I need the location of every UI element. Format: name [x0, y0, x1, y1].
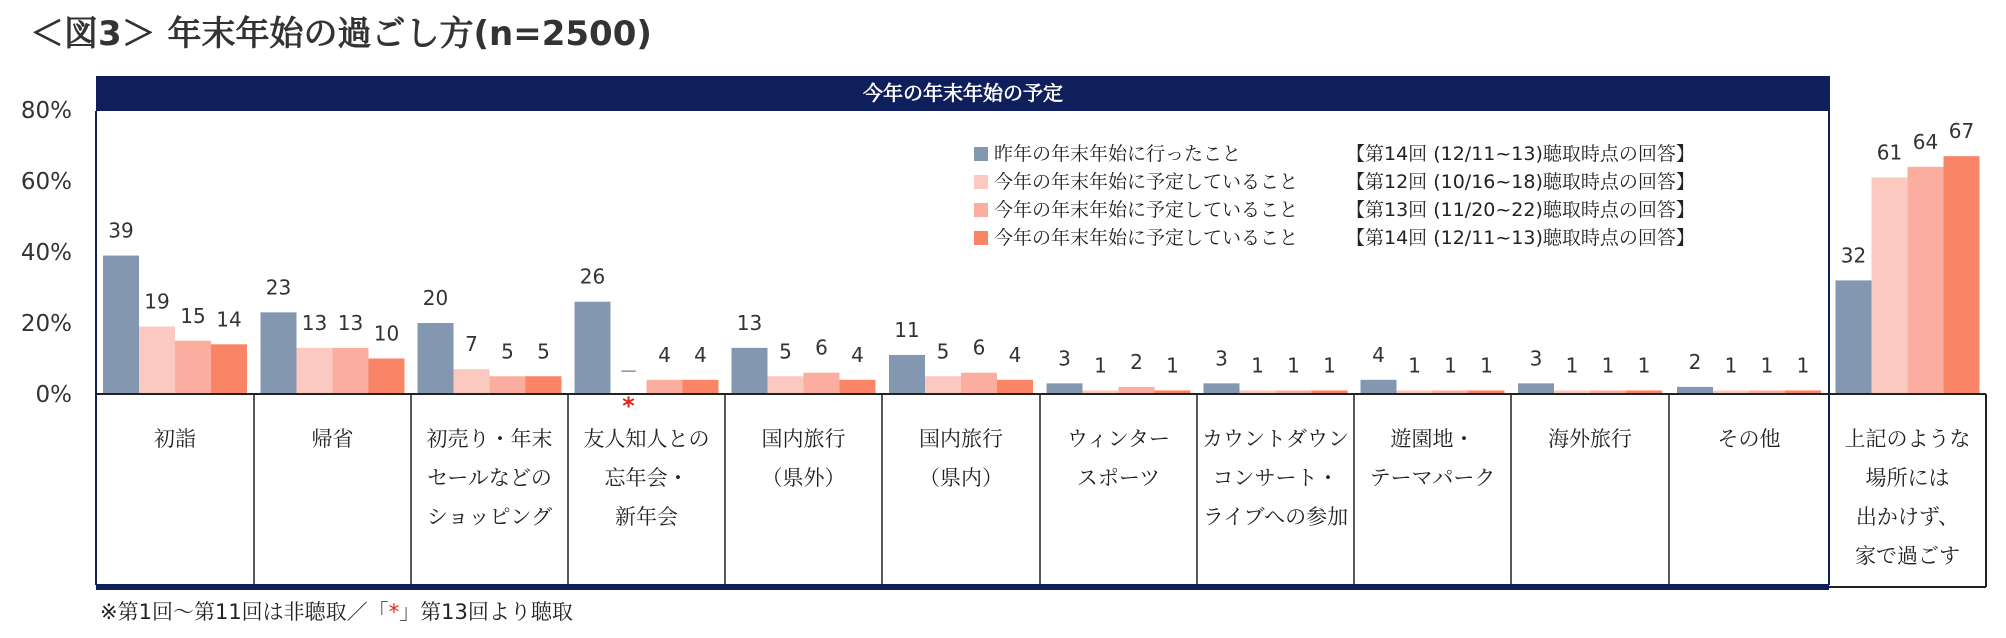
category-label-line: （県内） — [919, 466, 1003, 490]
data-label: 19 — [144, 289, 170, 314]
data-label: 3 — [1529, 346, 1543, 371]
data-label: 23 — [265, 275, 292, 300]
bar — [1872, 177, 1908, 394]
data-label: 10 — [373, 321, 400, 346]
data-label: 4 — [1008, 342, 1022, 367]
data-label: 1 — [1444, 353, 1457, 378]
bar — [261, 312, 297, 394]
data-label: 61 — [1876, 140, 1903, 165]
data-label: 26 — [579, 264, 606, 289]
data-label: 7 — [465, 332, 478, 357]
y-tick-label: 0% — [35, 382, 72, 408]
legend-series-name: 今年の年末年始に予定していること — [994, 227, 1299, 249]
page-title: ＜図3＞ 年末年始の過ごし方(n=2500) — [30, 14, 652, 54]
bar — [1908, 167, 1944, 394]
bar — [683, 380, 719, 394]
data-label: 1 — [1565, 353, 1579, 378]
category-label-line: 忘年会・ — [604, 466, 689, 490]
data-label: 2 — [1688, 349, 1702, 374]
data-label: 1 — [1166, 353, 1179, 378]
bar — [333, 348, 369, 394]
bar — [526, 376, 562, 394]
category-label — [1197, 420, 1354, 537]
bar — [997, 380, 1033, 394]
category-label-line: 海外旅行 — [1548, 427, 1632, 451]
category-label — [254, 420, 411, 459]
legend-series-name: 昨年の年末年始に行ったこと — [994, 143, 1242, 165]
category-label-line: 家で過ごす — [1855, 544, 1960, 568]
category-label — [568, 420, 725, 537]
category-label-line: ショッピング — [426, 505, 553, 529]
data-label: 1 — [1760, 353, 1774, 378]
category-label — [1669, 420, 1829, 459]
category-label-line: 帰省 — [311, 427, 354, 451]
y-tick-label: 60% — [20, 169, 72, 195]
bar — [925, 376, 961, 394]
category-label-line: カウントダウン — [1202, 427, 1349, 451]
legend-series-name: 今年の年末年始に予定していること — [994, 199, 1299, 221]
category-label-line: 出かけず、 — [1855, 505, 1960, 529]
data-label: 39 — [108, 218, 134, 243]
legend-series-note: 【第14回 (12/11~13)聴取時点の回答】 — [1346, 143, 1695, 165]
bar — [297, 348, 333, 394]
bar — [1204, 383, 1240, 394]
legend-swatch — [974, 147, 988, 161]
legend-item — [974, 196, 1695, 224]
category-label-line: その他 — [1717, 427, 1781, 451]
data-label: 15 — [180, 303, 206, 328]
data-label: 6 — [972, 335, 986, 360]
data-label: 13 — [337, 310, 364, 335]
category-label — [882, 420, 1040, 498]
category-label-line: 遊園地・ — [1390, 427, 1475, 451]
legend-series-note: 【第13回 (11/20~22)聴取時点の回答】 — [1346, 199, 1695, 221]
category-label — [96, 420, 254, 459]
bar — [575, 302, 611, 394]
data-label: 2 — [1130, 349, 1143, 374]
bar — [1361, 380, 1397, 394]
category-label-line: 初売り・年末 — [426, 427, 553, 451]
y-tick-label: 40% — [20, 240, 72, 266]
footnote-text-pre: ※第1回～第11回は非聴取／「 — [100, 600, 389, 624]
bar — [1518, 383, 1554, 394]
legend-item — [974, 140, 1695, 168]
category-label-line: ウィンター — [1067, 427, 1170, 451]
data-label: 4 — [658, 342, 671, 367]
new-item-marker: * — [622, 392, 635, 420]
data-label: 32 — [1840, 243, 1867, 268]
category-label-line: コンサート・ — [1212, 466, 1339, 490]
bar — [768, 376, 804, 394]
bar — [454, 369, 490, 394]
legend-series-note: 【第12回 (10/16~18)聴取時点の回答】 — [1346, 171, 1695, 193]
data-label: 3 — [1058, 346, 1071, 371]
header-title: 今年の年末年始の予定 — [863, 81, 1063, 105]
data-label: 20 — [422, 286, 449, 310]
bar — [1047, 383, 1083, 394]
legend-swatch — [974, 175, 988, 189]
bar — [647, 380, 683, 394]
data-label: 5 — [537, 339, 550, 364]
data-label: 5 — [779, 339, 792, 364]
y-tick-label: 20% — [20, 311, 72, 337]
data-label: 13 — [736, 310, 763, 335]
legend-item — [974, 168, 1695, 196]
category-label-line: 上記のような — [1844, 427, 1971, 451]
data-label: 1 — [1796, 353, 1810, 378]
category-label-line: スポーツ — [1076, 466, 1161, 490]
y-tick-label: 80% — [20, 98, 72, 124]
category-label-line: （県外） — [761, 466, 846, 490]
data-label: 1 — [1480, 353, 1493, 378]
footnote — [100, 596, 573, 626]
legend-series-note: 【第14回 (12/11~13)聴取時点の回答】 — [1346, 227, 1695, 249]
data-label: 3 — [1215, 346, 1228, 371]
data-label: 4 — [1372, 342, 1385, 367]
data-label: 64 — [1912, 129, 1939, 154]
missing-value-label: － — [618, 361, 639, 383]
category-label — [1040, 420, 1197, 498]
category-label-line: ライブへの参加 — [1202, 505, 1349, 529]
bar — [961, 373, 997, 394]
category-label-line: テーマパーク — [1369, 466, 1496, 490]
data-label: 1 — [1408, 353, 1421, 378]
legend-swatch — [974, 231, 988, 245]
bar — [840, 380, 876, 394]
legend-series-name: 今年の年末年始に予定していること — [994, 171, 1299, 193]
category-label — [725, 420, 882, 498]
footnote-star: * — [388, 600, 400, 624]
legend — [974, 140, 1695, 252]
bar — [175, 341, 211, 394]
category-label-line: 国内旅行 — [761, 427, 846, 451]
category-label-line: 場所には — [1865, 466, 1950, 490]
data-label: 1 — [1323, 353, 1336, 378]
category-label-line: 新年会 — [615, 505, 678, 529]
bar — [211, 344, 247, 394]
data-label: 4 — [694, 342, 707, 367]
category-label-line: 国内旅行 — [919, 427, 1003, 451]
data-label: 67 — [1948, 119, 1975, 144]
category-label-line: セールなどの — [427, 466, 552, 490]
data-label: 1 — [1094, 353, 1107, 378]
category-label-line: 友人知人との — [583, 427, 710, 451]
bar — [1836, 280, 1872, 394]
category-label-line: 初詣 — [154, 427, 196, 451]
bar — [804, 373, 840, 394]
data-label: 14 — [216, 307, 242, 332]
legend-swatch — [974, 203, 988, 217]
bar — [418, 323, 454, 394]
data-label: 11 — [894, 317, 920, 342]
category-label — [411, 420, 568, 537]
data-label: 1 — [1251, 353, 1264, 378]
bar — [139, 327, 175, 394]
bar — [490, 376, 526, 394]
bar — [732, 348, 768, 394]
bar — [889, 355, 925, 394]
bar — [103, 256, 139, 394]
bar — [1944, 156, 1980, 394]
category-label — [1354, 420, 1511, 498]
data-label: 5 — [501, 339, 514, 364]
data-label: 1 — [1724, 353, 1738, 378]
bar — [1119, 387, 1155, 394]
data-label: 6 — [815, 335, 828, 360]
data-label: 13 — [301, 310, 328, 335]
category-label — [1829, 420, 1986, 576]
data-label: 1 — [1601, 353, 1615, 378]
bar — [369, 359, 405, 395]
data-label: 1 — [1287, 353, 1300, 378]
footnote-text-post: 」第13回より聴取 — [399, 600, 573, 624]
data-label: 4 — [851, 342, 864, 367]
category-label — [1511, 420, 1669, 459]
bar — [1677, 387, 1713, 394]
panel-bottom-bar — [96, 584, 1829, 590]
legend-item — [974, 224, 1695, 252]
data-label: 1 — [1637, 353, 1651, 378]
data-label: 5 — [936, 339, 950, 364]
